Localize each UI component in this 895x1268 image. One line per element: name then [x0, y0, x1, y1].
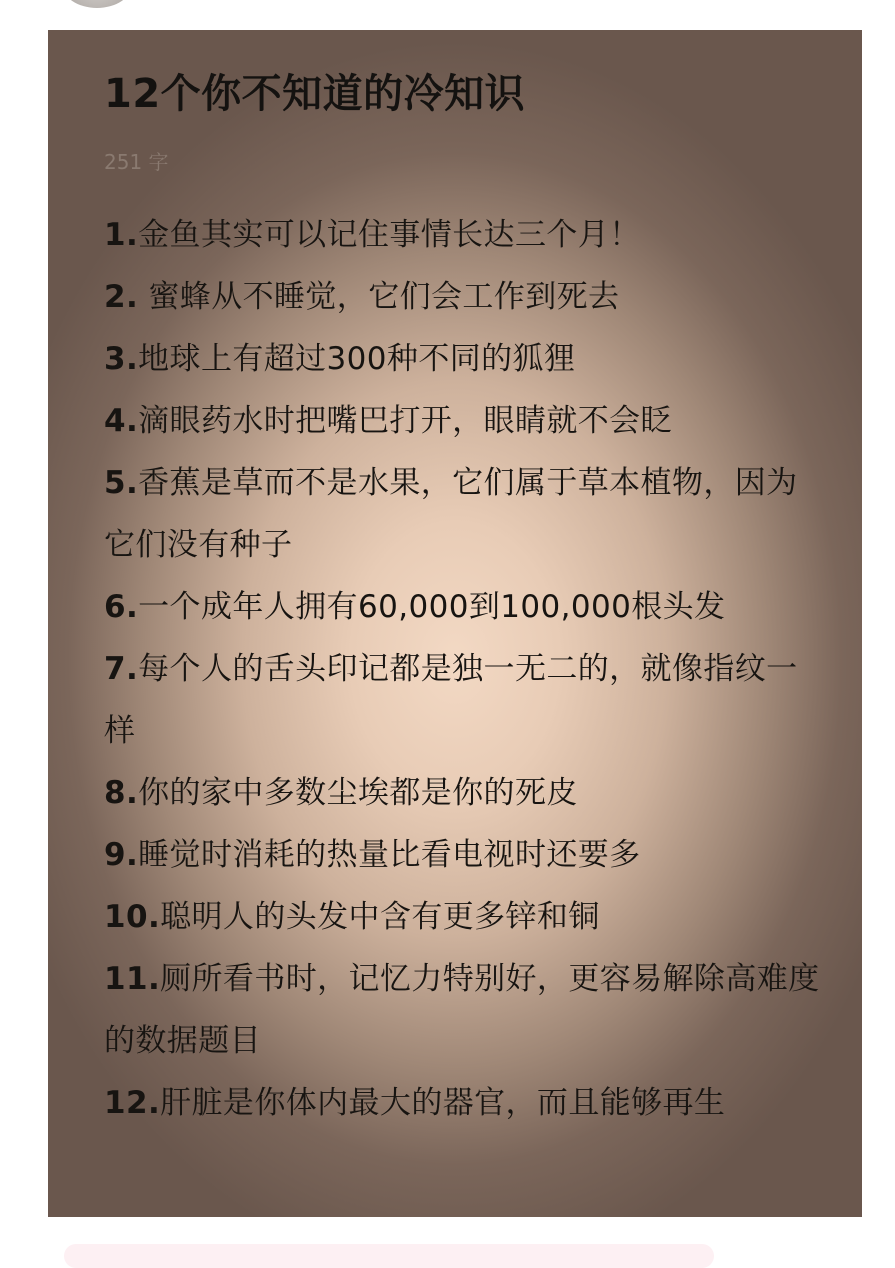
- fact-text: 香蕉是草而不是水果，它们属于草本植物，因为它们没有种子: [104, 465, 798, 563]
- fact-number: 8.: [104, 775, 139, 811]
- fact-number: 10.: [104, 899, 161, 935]
- fact-number: 12.: [104, 1085, 161, 1121]
- fact-item: [104, 390, 824, 452]
- fact-number: 1.: [104, 217, 139, 253]
- fact-text: 聪明人的头发中含有更多锌和铜: [160, 899, 600, 935]
- fact-text: 蜜蜂从不睡觉，它们会工作到死去: [138, 279, 620, 315]
- fact-number: 4.: [104, 403, 139, 439]
- fact-item: [104, 204, 824, 266]
- fact-text: 滴眼药水时把嘴巴打开，眼睛就不会眨: [138, 403, 672, 439]
- avatar[interactable]: [62, 0, 132, 8]
- fact-item: [104, 1072, 824, 1134]
- fact-text: 睡觉时消耗的热量比看电视时还要多: [138, 837, 641, 873]
- fact-number: 6.: [104, 589, 139, 625]
- article-image-card: [48, 30, 862, 1217]
- bottom-bar[interactable]: [64, 1244, 714, 1268]
- fact-item: [104, 576, 824, 638]
- fact-number: 9.: [104, 837, 139, 873]
- word-count: 251 字: [104, 150, 169, 174]
- fact-item: [104, 886, 824, 948]
- fact-item: [104, 948, 824, 1072]
- fact-item: [104, 328, 824, 390]
- fact-list: [104, 204, 824, 1134]
- fact-text: 你的家中多数尘埃都是你的死皮: [138, 775, 578, 811]
- fact-item: [104, 762, 824, 824]
- fact-text: 地球上有超过300种不同的狐狸: [138, 341, 576, 377]
- fact-number: 5.: [104, 465, 139, 501]
- article-title: 12个你不知道的冷知识: [104, 71, 526, 117]
- fact-text: 每个人的舌头印记都是独一无二的，就像指纹一样: [104, 651, 798, 749]
- fact-item: [104, 452, 824, 576]
- fact-number: 2.: [104, 279, 139, 315]
- fact-text: 厕所看书时，记忆力特别好，更容易解除高难度的数据题目: [104, 961, 820, 1059]
- fact-item: [104, 824, 824, 886]
- fact-text: 一个成年人拥有60,000到100,000根头发: [138, 589, 726, 625]
- fact-item: [104, 638, 824, 762]
- fact-text: 肝脏是你体内最大的器官，而且能够再生: [160, 1085, 726, 1121]
- fact-number: 11.: [104, 961, 161, 997]
- fact-number: 3.: [104, 341, 139, 377]
- fact-item: [104, 266, 824, 328]
- fact-number: 7.: [104, 651, 139, 687]
- fact-text: 金鱼其实可以记住事情长达三个月！: [138, 217, 641, 253]
